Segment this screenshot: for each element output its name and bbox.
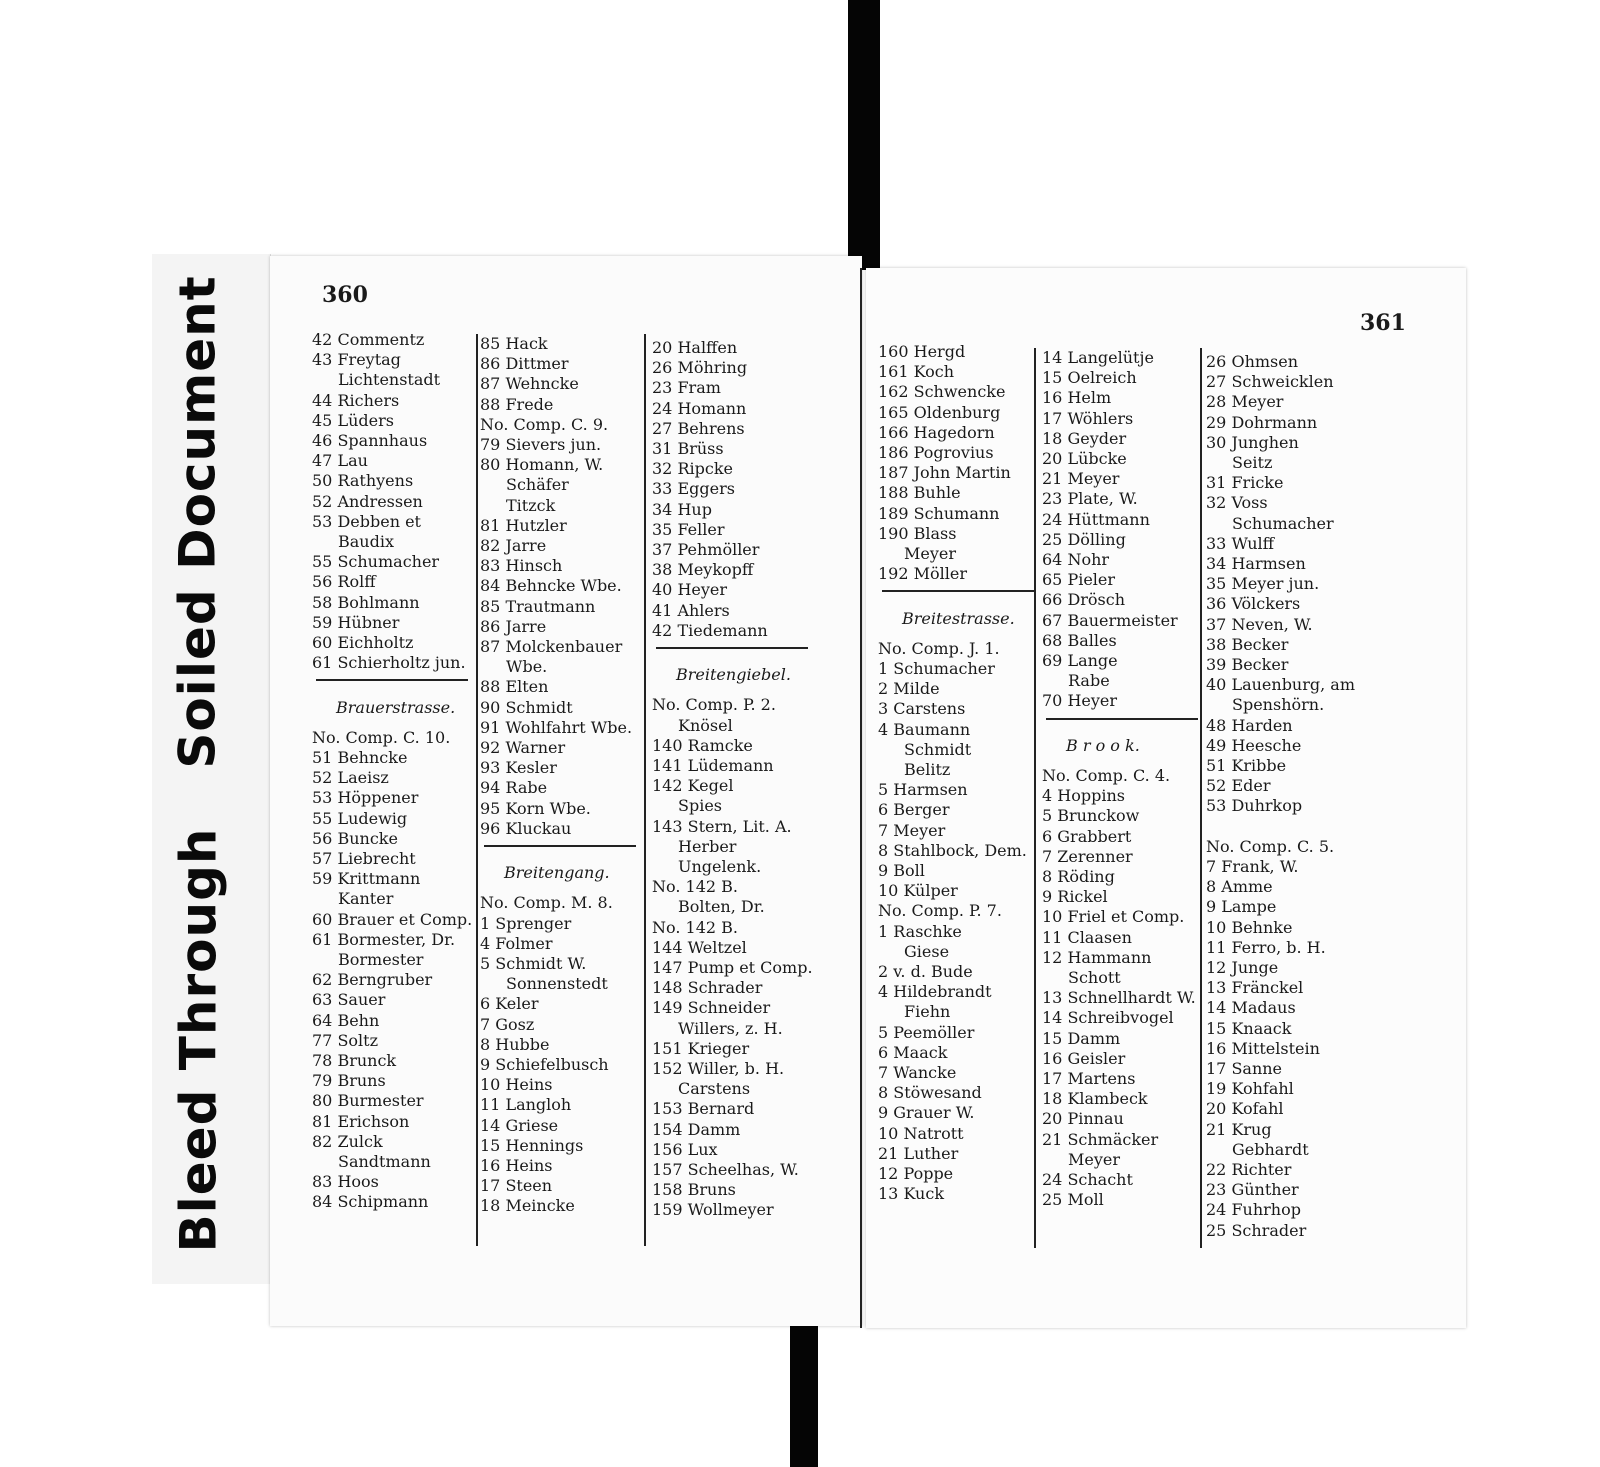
left-page <box>270 256 862 1326</box>
column-rule <box>1200 348 1202 1248</box>
directory-entry: 87 Molckenbauer <box>480 637 623 656</box>
directory-entry: 1 Schumacher <box>878 659 995 678</box>
directory-entry: 13 Kuck <box>878 1184 945 1204</box>
directory-entry: 34 Harmsen <box>1206 554 1306 573</box>
directory-entry: 66 Drösch <box>1042 590 1126 610</box>
directory-entry: 36 Völckers <box>1206 594 1301 614</box>
directory-entry: 52 Andressen <box>312 491 423 511</box>
directory-entry: 16 Helm <box>1042 388 1112 408</box>
directory-entry: 85 Trautmann <box>480 596 596 616</box>
directory-entry: 87 Wehncke <box>480 374 579 394</box>
directory-entry: 157 Scheelhas, W. <box>652 1160 799 1179</box>
directory-entry: 53 Duhrkop <box>1206 796 1303 816</box>
directory-entry: 4 Hoppins <box>1042 786 1125 806</box>
directory-entry: Willers, z. H. <box>678 1018 783 1038</box>
directory-entry: 20 Kofahl <box>1206 1099 1284 1119</box>
directory-entry: 2 v. d. Bude <box>878 962 973 981</box>
directory-entry: Titzck <box>506 495 556 515</box>
directory-entry: 4 Baumann <box>878 719 971 739</box>
directory-entry: 17 Wöhlers <box>1042 408 1134 428</box>
directory-entry: 5 Brunckow <box>1042 806 1140 826</box>
directory-entry: 21 Schmäcker <box>1042 1129 1159 1149</box>
directory-entry: 91 Wohlfahrt Wbe. <box>480 717 633 737</box>
directory-entry: 7 Gosz <box>480 1014 535 1034</box>
directory-entry: 187 John Martin <box>878 463 1011 483</box>
directory-entry: 22 Richter <box>1206 1160 1292 1179</box>
directory-entry: 41 Ahlers <box>652 600 730 620</box>
directory-entry: 42 Commentz <box>312 330 425 349</box>
directory-entry: No. Comp. C. 10. <box>312 727 451 747</box>
directory-entry: 52 Eder <box>1206 776 1271 796</box>
directory-entry: 79 Bruns <box>312 1071 386 1091</box>
directory-entry: 29 Dohrmann <box>1206 412 1318 432</box>
directory-entry: 10 Heins <box>480 1075 553 1095</box>
directory-entry: 149 Schneider <box>652 998 771 1018</box>
directory-entry: 20 Pinnau <box>1042 1109 1124 1129</box>
directory-entry: 47 Lau <box>312 451 368 471</box>
directory-entry: No. Comp. P. 2. <box>652 695 776 715</box>
directory-entry: 37 Neven, W. <box>1206 614 1313 634</box>
directory-entry: Lichtenstadt <box>338 370 441 390</box>
directory-entry: Knösel <box>678 715 733 735</box>
directory-entry: 21 Meyer <box>1042 469 1120 489</box>
section-divider <box>484 845 636 847</box>
label-bleed-text: Bleed Through <box>169 827 227 1253</box>
directory-entry: 93 Kesler <box>480 758 557 778</box>
directory-entry: 8 Stahlbock, Dem. <box>878 840 1027 860</box>
directory-entry: 53 Höppener <box>312 788 419 808</box>
binding-shadow-top <box>848 0 880 270</box>
directory-entry: 82 Jarre <box>480 536 547 555</box>
directory-entry: 60 Eichholtz <box>312 633 414 652</box>
directory-entry: 31 Brüss <box>652 439 724 458</box>
directory-entry: 77 Soltz <box>312 1030 379 1050</box>
directory-entry: 142 Kegel <box>652 776 734 796</box>
directory-entry: Schmidt <box>904 739 972 759</box>
directory-entry: 12 Poppe <box>878 1164 954 1183</box>
directory-entry: 63 Sauer <box>312 990 386 1010</box>
directory-entry: 50 Rathyens <box>312 471 414 491</box>
street-heading: Breitengang. <box>504 863 610 883</box>
directory-entry: 64 Behn <box>312 1010 380 1030</box>
directory-entry: 95 Korn Wbe. <box>480 798 591 818</box>
directory-entry: 161 Koch <box>878 362 955 382</box>
directory-entry: 64 Nohr <box>1042 550 1110 569</box>
section-divider <box>1046 718 1198 720</box>
directory-entry: 144 Weltzel <box>652 937 747 957</box>
directory-entry: 94 Rabe <box>480 778 548 798</box>
directory-entry: 56 Rolff <box>312 572 376 592</box>
directory-entry: 158 Bruns <box>652 1180 736 1200</box>
directory-entry: 14 Langelütje <box>1042 348 1154 367</box>
directory-entry: 78 Brunck <box>312 1051 397 1070</box>
directory-entry: 147 Pump et Comp. <box>652 958 813 977</box>
directory-entry: 7 Wancke <box>878 1063 957 1082</box>
directory-entry: Herber <box>678 836 737 856</box>
directory-entry: 7 Meyer <box>878 820 946 840</box>
directory-entry: Sandtmann <box>338 1152 431 1171</box>
directory-entry: 65 Pieler <box>1042 570 1116 590</box>
directory-entry: 156 Lux <box>652 1139 718 1159</box>
directory-entry: 148 Schrader <box>652 978 763 998</box>
directory-entry: 62 Berngruber <box>312 970 433 990</box>
column-rule <box>476 334 478 1246</box>
directory-entry: Schott <box>1068 968 1121 987</box>
directory-entry: 9 Grauer W. <box>878 1103 975 1123</box>
directory-entry: 9 Rickel <box>1042 887 1108 907</box>
directory-entry: 186 Pogrovius <box>878 443 994 462</box>
directory-entry: 40 Lauenburg, am <box>1206 675 1356 695</box>
directory-entry: Giese <box>904 941 950 961</box>
directory-entry: Meyer <box>904 544 957 563</box>
directory-entry: 23 Plate, W. <box>1042 489 1138 509</box>
directory-entry: 10 Natrott <box>878 1123 964 1143</box>
directory-entry: 20 Lübcke <box>1042 449 1127 468</box>
directory-entry: 88 Elten <box>480 677 549 697</box>
directory-entry: 55 Schumacher <box>312 552 440 572</box>
directory-entry: No. Comp. P. 7. <box>878 901 1002 921</box>
directory-entry: 16 Heins <box>480 1156 553 1175</box>
directory-entry: 12 Hammann <box>1042 947 1152 967</box>
label-soiled-text: Soiled Document <box>169 275 228 769</box>
directory-entry: 18 Meincke <box>480 1196 575 1216</box>
directory-entry: 79 Sievers jun. <box>480 435 602 454</box>
directory-entry: 18 Klambeck <box>1042 1089 1148 1109</box>
directory-entry: No. Comp. C. 5. <box>1206 836 1335 856</box>
directory-entry: Kanter <box>338 889 394 909</box>
directory-entry: 24 Homann <box>652 398 747 418</box>
directory-entry: 59 Krittmann <box>312 869 421 889</box>
directory-entry: 70 Heyer <box>1042 691 1118 711</box>
directory-entry: 38 Becker <box>1206 634 1289 654</box>
directory-entry: 10 Külper <box>878 881 958 901</box>
directory-entry: 85 Hack <box>480 334 548 353</box>
directory-entry: 60 Brauer et Comp. <box>312 909 473 929</box>
directory-entry: 90 Schmidt <box>480 697 573 717</box>
directory-entry: Rabe <box>1068 671 1110 691</box>
directory-entry: 18 Geyder <box>1042 428 1127 448</box>
directory-entry: 35 Meyer jun. <box>1206 574 1320 594</box>
directory-entry: 7 Frank, W. <box>1206 857 1299 876</box>
directory-entry: 14 Madaus <box>1206 998 1296 1018</box>
directory-entry: 52 Laeisz <box>312 768 389 788</box>
directory-entry: 14 Griese <box>480 1115 559 1135</box>
directory-entry: 188 Buhle <box>878 483 961 503</box>
directory-entry: 45 Lüders <box>312 410 394 430</box>
directory-entry: 44 Richers <box>312 390 400 410</box>
directory-entry: 141 Lüdemann <box>652 756 774 775</box>
directory-entry: 8 Amme <box>1206 877 1273 897</box>
directory-entry: 31 Fricke <box>1206 473 1284 493</box>
street-heading: Breitestrasse. <box>902 608 1015 628</box>
directory-entry: Schäfer <box>506 475 569 495</box>
directory-entry: 4 Folmer <box>480 933 553 953</box>
directory-entry: 81 Hutzler <box>480 515 567 535</box>
directory-entry: 33 Eggers <box>652 479 735 499</box>
directory-entry: 11 Ferro, b. H. <box>1206 937 1326 957</box>
directory-entry: 57 Liebrecht <box>312 849 416 868</box>
directory-entry: 83 Hoos <box>312 1172 379 1192</box>
directory-entry: 53 Debben et <box>312 511 421 531</box>
directory-entry: 19 Kohfahl <box>1206 1079 1294 1099</box>
directory-entry: 162 Schwencke <box>878 382 1006 402</box>
directory-entry: 15 Hennings <box>480 1135 584 1155</box>
directory-entry: Ungelenk. <box>678 857 762 876</box>
directory-entry: 8 Röding <box>1042 867 1115 886</box>
directory-entry: 5 Schmidt W. <box>480 954 587 973</box>
directory-entry: 9 Schiefelbusch <box>480 1055 609 1074</box>
directory-entry: 33 Wulff <box>1206 533 1275 553</box>
street-heading: B r o o k. <box>1066 735 1140 755</box>
directory-entry: 61 Schierholtz jun. <box>312 653 466 673</box>
section-divider <box>316 679 468 681</box>
directory-entry: No. Comp. M. 8. <box>480 893 613 913</box>
directory-entry: 11 Langloh <box>480 1095 572 1115</box>
column-rule <box>1034 348 1036 1248</box>
directory-entry: Sonnenstedt <box>506 974 608 994</box>
directory-entry: 81 Erichson <box>312 1111 410 1131</box>
street-heading: Breitengiebel. <box>676 665 791 685</box>
directory-entry: 26 Ohmsen <box>1206 352 1299 371</box>
directory-entry: 166 Hagedorn <box>878 422 995 442</box>
directory-entry: 159 Wollmeyer <box>652 1200 774 1220</box>
directory-entry: 13 Schnellhardt W. <box>1042 988 1196 1008</box>
directory-entry: 16 Geisler <box>1042 1048 1126 1068</box>
directory-entry: 6 Keler <box>480 994 539 1014</box>
directory-entry: 24 Fuhrhop <box>1206 1200 1301 1220</box>
directory-entry: Wbe. <box>506 657 548 677</box>
directory-entry: 5 Harmsen <box>878 780 968 800</box>
directory-entry: Carstens <box>678 1079 751 1099</box>
directory-entry: 140 Ramcke <box>652 735 753 755</box>
directory-entry: 9 Lampe <box>1206 897 1277 917</box>
directory-entry: 88 Frede <box>480 394 554 414</box>
directory-entry: 92 Warner <box>480 738 566 757</box>
directory-entry: 67 Bauermeister <box>1042 610 1178 630</box>
directory-entry: 80 Burmester <box>312 1091 424 1111</box>
directory-entry: 43 Freytag <box>312 350 401 370</box>
page-number-left: 360 <box>322 282 368 308</box>
directory-entry: 20 Halffen <box>652 338 738 357</box>
directory-entry: 27 Behrens <box>652 418 745 438</box>
directory-entry: 21 Krug <box>1206 1119 1272 1139</box>
directory-entry: Spenshörn. <box>1232 695 1325 715</box>
directory-entry: 39 Becker <box>1206 655 1289 674</box>
directory-entry: Gebhardt <box>1232 1139 1309 1159</box>
directory-entry: 12 Junge <box>1206 958 1279 977</box>
directory-entry: 80 Homann, W. <box>480 455 604 475</box>
directory-entry: 56 Buncke <box>312 828 398 848</box>
directory-entry: 3 Carstens <box>878 699 966 719</box>
directory-entry: 48 Harden <box>1206 715 1293 735</box>
directory-entry: 5 Peemöller <box>878 1022 975 1042</box>
directory-entry: 11 Claasen <box>1042 927 1132 947</box>
directory-entry: 30 Junghen <box>1206 432 1299 452</box>
directory-entry: Bormester <box>338 950 424 969</box>
directory-entry: 37 Pehmöller <box>652 540 760 559</box>
section-divider <box>656 647 808 649</box>
directory-entry: 1 Raschke <box>878 921 962 941</box>
directory-entry: 4 Hildebrandt <box>878 982 992 1002</box>
directory-entry: 96 Kluckau <box>480 818 572 838</box>
directory-entry: 9 Boll <box>878 861 925 880</box>
directory-entry: Seitz <box>1232 453 1273 472</box>
directory-entry: 25 Moll <box>1042 1190 1104 1210</box>
directory-entry: 55 Ludewig <box>312 808 408 828</box>
directory-entry: 160 Hergd <box>878 342 966 361</box>
directory-entry: 21 Luther <box>878 1143 959 1163</box>
directory-entry: 17 Sanne <box>1206 1059 1283 1078</box>
directory-entry: 26 Möhring <box>652 358 748 378</box>
directory-entry: Fiehn <box>904 1002 951 1022</box>
directory-entry: Bolten, Dr. <box>678 897 765 917</box>
directory-entry: 8 Hubbe <box>480 1034 550 1054</box>
directory-entry: 15 Oelreich <box>1042 368 1137 388</box>
directory-entry: 28 Meyer <box>1206 392 1284 412</box>
label-soiled <box>148 262 248 782</box>
directory-entry: 23 Fram <box>652 378 721 398</box>
directory-entry: 13 Fränckel <box>1206 978 1304 998</box>
directory-entry: 42 Tiedemann <box>652 620 768 640</box>
directory-entry: 153 Bernard <box>652 1099 755 1119</box>
directory-entry: 46 Spannhaus <box>312 431 428 450</box>
directory-entry: 190 Blass <box>878 523 957 543</box>
directory-entry: 17 Martens <box>1042 1069 1136 1088</box>
directory-entry: 189 Schumann <box>878 503 1000 523</box>
directory-entry: Schumacher <box>1232 513 1334 533</box>
directory-entry: 27 Schweicklen <box>1206 372 1334 392</box>
label-bleed <box>148 800 248 1280</box>
directory-entry: No. Comp. J. 1. <box>878 638 1000 658</box>
directory-entry: 32 Ripcke <box>652 459 733 479</box>
directory-entry: No. 142 B. <box>652 877 738 897</box>
directory-entry: 25 Dölling <box>1042 529 1126 549</box>
street-heading: Brauerstrasse. <box>336 697 456 717</box>
directory-entry: 84 Schipmann <box>312 1192 429 1212</box>
directory-entry: 7 Zerenner <box>1042 846 1133 866</box>
directory-entry: No. Comp. C. 4. <box>1042 766 1171 785</box>
directory-entry: 10 Behnke <box>1206 917 1293 937</box>
directory-entry: 143 Stern, Lit. A. <box>652 816 792 836</box>
directory-entry: 69 Lange <box>1042 651 1118 670</box>
right-page <box>866 268 1466 1328</box>
directory-entry: 6 Grabbert <box>1042 826 1132 846</box>
column-rule <box>644 334 646 1246</box>
directory-entry: 32 Voss <box>1206 493 1268 513</box>
directory-entry: 154 Damm <box>652 1119 741 1139</box>
directory-entry: 83 Hinsch <box>480 556 563 576</box>
directory-entry: 51 Behncke <box>312 748 408 767</box>
directory-entry: 49 Heesche <box>1206 735 1302 755</box>
directory-entry: 23 Günther <box>1206 1180 1299 1200</box>
directory-entry: 2 Milde <box>878 679 940 699</box>
directory-entry: 86 Dittmer <box>480 354 569 374</box>
directory-entry: Baudix <box>338 532 394 551</box>
directory-entry: 38 Meykopff <box>652 560 754 580</box>
directory-entry: 6 Maack <box>878 1042 948 1062</box>
directory-entry: Belitz <box>904 760 951 779</box>
directory-entry: 165 Oldenburg <box>878 402 1001 422</box>
page-number-right: 361 <box>1360 310 1406 336</box>
directory-entry: 59 Hübner <box>312 612 400 632</box>
directory-entry: No. Comp. C. 9. <box>480 414 609 434</box>
directory-entry: 1 Sprenger <box>480 913 572 933</box>
directory-entry: 6 Berger <box>878 800 950 820</box>
directory-entry: No. 142 B. <box>652 917 738 937</box>
directory-entry: 84 Behncke Wbe. <box>480 576 622 596</box>
directory-entry: 152 Willer, b. H. <box>652 1059 785 1078</box>
directory-entry: 14 Schreibvogel <box>1042 1008 1174 1028</box>
directory-entry: 51 Kribbe <box>1206 756 1287 775</box>
directory-entry: 16 Mittelstein <box>1206 1038 1320 1058</box>
directory-entry: 58 Bohlmann <box>312 592 420 612</box>
directory-entry: 86 Jarre <box>480 616 547 636</box>
directory-entry: Spies <box>678 796 722 816</box>
directory-entry: 40 Heyer <box>652 580 728 600</box>
directory-entry: 17 Steen <box>480 1176 553 1196</box>
directory-entry: 35 Feller <box>652 519 725 539</box>
directory-entry: 15 Damm <box>1042 1028 1121 1048</box>
directory-entry: 24 Schacht <box>1042 1170 1133 1189</box>
directory-entry: 61 Bormester, Dr. <box>312 929 456 949</box>
directory-entry: 25 Schrader <box>1206 1220 1307 1240</box>
directory-entry: 8 Stöwesand <box>878 1083 982 1103</box>
directory-entry: 82 Zulck <box>312 1131 383 1151</box>
directory-entry: 34 Hup <box>652 499 712 519</box>
page-gutter <box>860 268 862 1328</box>
section-divider <box>882 590 1034 592</box>
directory-entry: 10 Friel et Comp. <box>1042 907 1185 927</box>
directory-entry: Meyer <box>1068 1149 1121 1169</box>
directory-entry: 24 Hüttmann <box>1042 509 1150 529</box>
directory-entry: 151 Krieger <box>652 1038 750 1058</box>
directory-entry: 192 Möller <box>878 564 967 584</box>
directory-entry: 68 Balles <box>1042 630 1117 650</box>
directory-entry: 15 Knaack <box>1206 1018 1292 1038</box>
